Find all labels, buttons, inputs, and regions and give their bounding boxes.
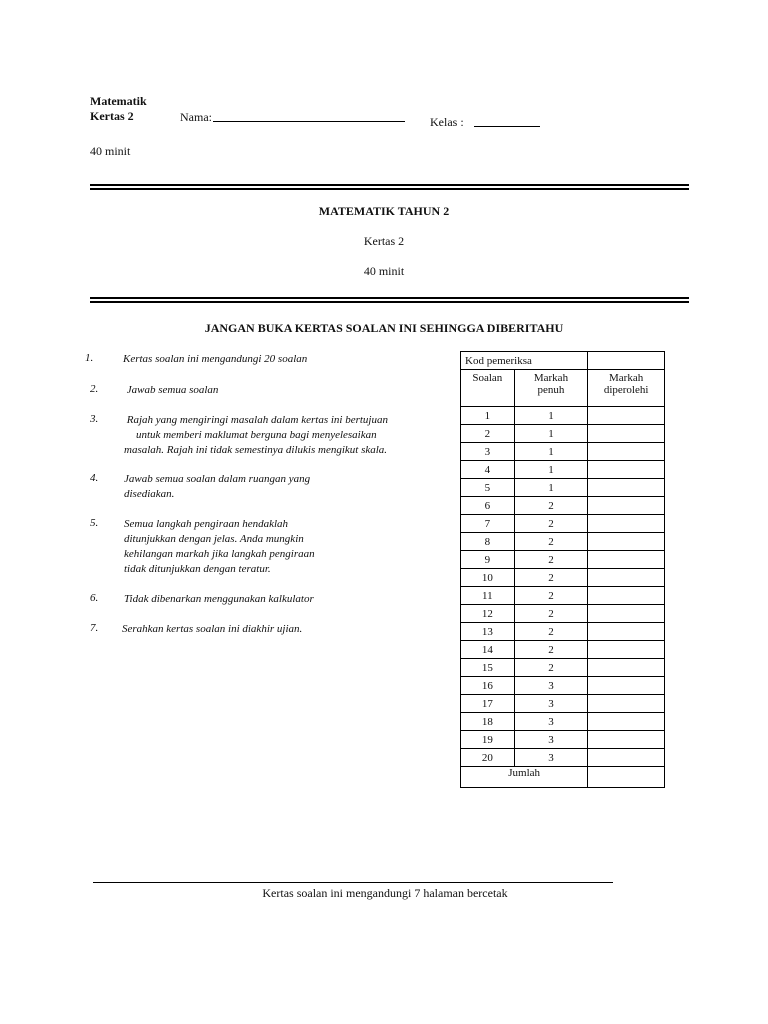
column-header-full-marks [514, 370, 588, 407]
obtained-marks-cell[interactable] [588, 731, 665, 749]
obtained-marks-cell[interactable] [588, 515, 665, 533]
full-marks-cell: 3 [514, 695, 588, 713]
full-marks-cell: 2 [514, 551, 588, 569]
table-row [461, 641, 665, 659]
question-number-cell: 13 [461, 623, 515, 641]
full-marks-cell: 3 [514, 713, 588, 731]
instruction-number: 4. [90, 472, 99, 484]
question-number-cell: 9 [461, 551, 515, 569]
instruction-text: Rajah yang mengiringi masalah dalam kertas ini bertujuan [124, 414, 388, 426]
instruction-number: 5. [90, 517, 99, 529]
obtained-marks-cell[interactable] [588, 443, 665, 461]
obtained-marks-cell[interactable] [588, 407, 665, 425]
table-row [461, 515, 665, 533]
table-row [461, 605, 665, 623]
instruction-number: 2. [90, 383, 99, 395]
obtained-marks-cell[interactable] [588, 605, 665, 623]
question-number-cell: 18 [461, 713, 515, 731]
total-marks-cell[interactable] [588, 767, 665, 788]
name-blank-line[interactable] [213, 121, 405, 122]
question-number-cell: 6 [461, 497, 515, 515]
question-number-cell: 4 [461, 461, 515, 479]
full-marks-cell: 2 [514, 569, 588, 587]
total-label: Jumlah [461, 767, 588, 788]
question-number-cell: 2 [461, 425, 515, 443]
instruction-number: 6. [90, 592, 99, 604]
table-row [461, 731, 665, 749]
table-row [461, 425, 665, 443]
table-row [461, 713, 665, 731]
warning-heading: JANGAN BUKA KERTAS SOALAN INI SEHINGGA DIBERITAHU [204, 321, 564, 335]
name-label: Nama: [180, 110, 212, 124]
full-marks-cell: 2 [514, 623, 588, 641]
instruction-number: 1. [85, 352, 94, 364]
obtained-marks-cell[interactable] [588, 749, 665, 767]
question-number-cell: 16 [461, 677, 515, 695]
instruction-text: disediakan. [124, 488, 175, 500]
obtained-marks-cell[interactable] [588, 623, 665, 641]
full-marks-cell: 2 [514, 659, 588, 677]
total-row [461, 767, 665, 788]
full-marks-cell: 2 [514, 641, 588, 659]
obtained-marks-cell[interactable] [588, 569, 665, 587]
question-number-cell: 15 [461, 659, 515, 677]
table-row [461, 587, 665, 605]
instruction-text: Semua langkah pengiraan hendaklah [124, 518, 289, 530]
table-row [461, 695, 665, 713]
paper-label: Kertas 2 [90, 109, 134, 123]
full-marks-cell: 3 [514, 749, 588, 767]
instruction-text: Jawab semua soalan dalam ruangan yang [124, 473, 311, 485]
obtained-marks-cell[interactable] [588, 497, 665, 515]
instruction-number: 3. [90, 413, 99, 425]
instruction-text: masalah. Rajah ini tidak semestinya dilukis mengikut skala. [124, 444, 388, 456]
column-header-obtained-text: Markah diperolehi [603, 372, 649, 396]
instruction-text: ditunjukkan dengan jelas. Anda mungkin [124, 533, 304, 545]
full-marks-cell: 2 [514, 605, 588, 623]
table-row [461, 623, 665, 641]
table-row [461, 479, 665, 497]
instruction-text: Kertas soalan ini mengandungi 20 soalan [123, 353, 308, 365]
column-header-full-marks-text: Markah penuh [533, 372, 569, 396]
table-row [461, 407, 665, 425]
full-marks-cell: 1 [514, 425, 588, 443]
divider-rule [90, 188, 689, 190]
instruction-text: Tidak dibenarkan menggunakan kalkulator [124, 593, 314, 605]
question-number-cell: 11 [461, 587, 515, 605]
full-marks-cell: 2 [514, 515, 588, 533]
class-blank-line[interactable] [474, 126, 540, 127]
instruction-text: untuk memberi maklumat berguna bagi menyelesaikan [136, 429, 377, 441]
question-number-cell: 1 [461, 407, 515, 425]
question-number-cell: 14 [461, 641, 515, 659]
class-label: Kelas : [430, 115, 464, 129]
full-marks-cell: 3 [514, 677, 588, 695]
instruction-text: kehilangan markah jika langkah pengiraan [124, 548, 315, 560]
question-number-cell: 3 [461, 443, 515, 461]
divider-rule [90, 301, 689, 303]
footer-rule [93, 882, 613, 883]
subject-label: Matematik [90, 94, 147, 108]
question-number-cell: 20 [461, 749, 515, 767]
table-row [461, 461, 665, 479]
column-header-question: Soalan [461, 370, 515, 407]
obtained-marks-cell[interactable] [588, 659, 665, 677]
full-marks-cell: 1 [514, 407, 588, 425]
obtained-marks-cell[interactable] [588, 551, 665, 569]
table-row [461, 497, 665, 515]
title-paper: Kertas 2 [363, 234, 405, 248]
examiner-code-label: Kod pemeriksa [461, 352, 588, 370]
question-number-cell: 7 [461, 515, 515, 533]
full-marks-cell: 2 [514, 587, 588, 605]
obtained-marks-cell[interactable] [588, 641, 665, 659]
question-number-cell: 5 [461, 479, 515, 497]
obtained-marks-cell[interactable] [588, 425, 665, 443]
table-row [461, 533, 665, 551]
instruction-number: 7. [90, 622, 99, 634]
instruction-text: tidak ditunjukkan dengan teratur. [124, 563, 271, 575]
obtained-marks-cell[interactable] [588, 713, 665, 731]
obtained-marks-cell[interactable] [588, 587, 665, 605]
obtained-marks-cell[interactable] [588, 695, 665, 713]
column-header-obtained [588, 370, 665, 407]
obtained-marks-cell[interactable] [588, 479, 665, 497]
full-marks-cell: 2 [514, 497, 588, 515]
footer-note: Kertas soalan ini mengandungi 7 halaman bercetak [262, 886, 508, 900]
question-number-cell: 17 [461, 695, 515, 713]
question-number-cell: 12 [461, 605, 515, 623]
table-row [461, 659, 665, 677]
title-duration: 40 minit [363, 264, 405, 278]
full-marks-cell: 3 [514, 731, 588, 749]
full-marks-cell: 1 [514, 461, 588, 479]
duration-label: 40 minit [90, 144, 131, 158]
question-number-cell: 8 [461, 533, 515, 551]
divider-rule [90, 297, 689, 299]
table-row [461, 569, 665, 587]
table-row [461, 443, 665, 461]
table-row [461, 749, 665, 767]
obtained-marks-cell[interactable] [588, 533, 665, 551]
instruction-text: Jawab semua soalan [124, 384, 219, 396]
page-title: MATEMATIK TAHUN 2 [318, 204, 450, 218]
question-number-cell: 10 [461, 569, 515, 587]
score-table [460, 351, 665, 788]
divider-rule [90, 184, 689, 186]
obtained-marks-cell[interactable] [588, 677, 665, 695]
question-number-cell: 19 [461, 731, 515, 749]
full-marks-cell: 2 [514, 533, 588, 551]
full-marks-cell: 1 [514, 479, 588, 497]
instruction-text: Serahkan kertas soalan ini diakhir ujian. [122, 623, 303, 635]
examiner-code-cell[interactable] [588, 352, 665, 370]
table-row [461, 551, 665, 569]
table-row [461, 677, 665, 695]
obtained-marks-cell[interactable] [588, 461, 665, 479]
full-marks-cell: 1 [514, 443, 588, 461]
